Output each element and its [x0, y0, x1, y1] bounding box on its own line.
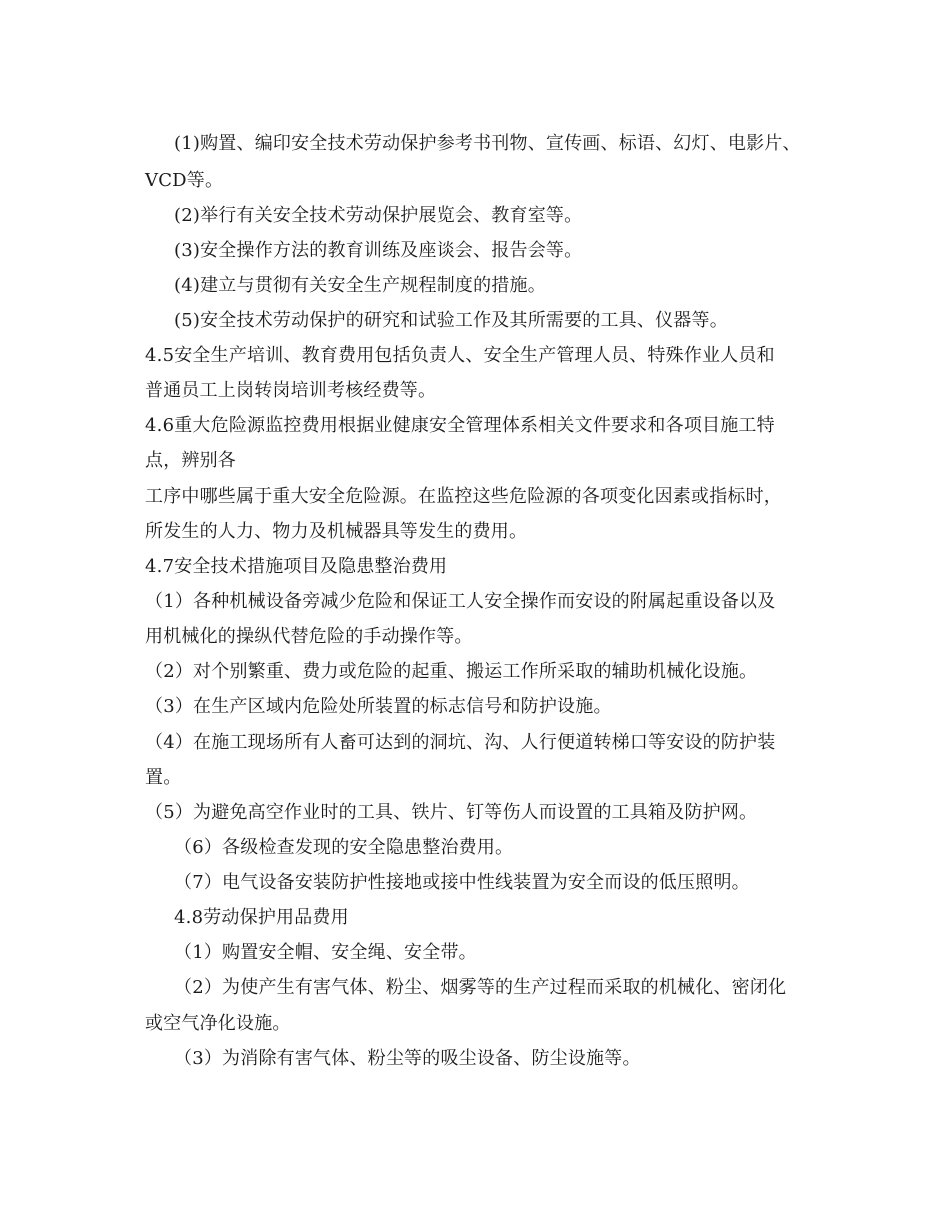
text-line: （6）各级检查发现的安全隐患整治费用。	[174, 837, 514, 858]
text-line: 普通员工上岗转岗培训考核经费等。	[145, 380, 437, 401]
text-line: （1）购置安全帽、安全绳、安全带。	[174, 942, 477, 963]
section-heading: 4.8劳动保护用品费用	[174, 907, 349, 928]
text-line: （3）在生产区域内危险处所装置的标志信号和防护设施。	[145, 696, 612, 717]
text-line: (1)购置、编印安全技术劳动保护参考书刊物、宣传画、标语、幻灯、电影片、	[174, 133, 801, 154]
text-line: 4.6重大危险源监控费用根据业健康安全管理体系相关文件要求和各项目施工特	[145, 415, 775, 436]
section-heading: 4.7安全技术措施项目及隐患整治费用	[145, 556, 448, 577]
text-line: （1）各种机械设备旁减少危险和保证工人安全操作而安设的附属起重设备以及	[145, 591, 776, 612]
text-line: (3)安全操作方法的教育训练及座谈会、报告会等。	[174, 240, 583, 261]
text-line: 4.5安全生产培训、教育费用包括负责人、安全生产管理人员、特殊作业人员和	[145, 345, 775, 366]
text-line: 或空气净化设施。	[145, 1013, 291, 1034]
text-line: 所发生的人力、物力及机械器具等发生的费用。	[145, 521, 528, 542]
text-line: (2)举行有关安全技术劳动保护展览会、教育室等。	[174, 205, 583, 226]
text-line: （2）为使产生有害气体、粉尘、烟雾等的生产过程而采取的机械化、密闭化	[174, 977, 787, 998]
text-line: VCD等。	[145, 170, 224, 191]
text-line: （5）为避免高空作业时的工具、铁片、钉等伤人而设置的工具箱及防护网。	[145, 802, 758, 823]
text-line: 用机械化的操纵代替危险的手动操作等。	[145, 626, 473, 647]
text-line: （3）为消除有害气体、粉尘等的吸尘设备、防尘设施等。	[174, 1048, 641, 1069]
text-line: （7）电气设备安装防护性接地或接中性线装置为安全而设的低压照明。	[174, 872, 750, 893]
text-line: （4）在施工现场所有人畜可达到的洞坑、沟、人行便道转梯口等安设的防护装	[145, 732, 776, 753]
text-line: 点，辨别各	[145, 450, 236, 471]
text-line: (4)建立与贯彻有关安全生产规程制度的措施。	[174, 275, 546, 296]
text-line: 置。	[145, 767, 182, 788]
text-line: (5)安全技术劳动保护的研究和试验工作及其所需要的工具、仪器等。	[174, 310, 728, 331]
text-line: 工序中哪些属于重大安全危险源。在监控这些危险源的各项变化因素或指标时，	[145, 486, 782, 507]
text-line: （2）对个别繁重、费力或危险的起重、搬运工作所采取的辅助机械化设施。	[145, 661, 758, 682]
